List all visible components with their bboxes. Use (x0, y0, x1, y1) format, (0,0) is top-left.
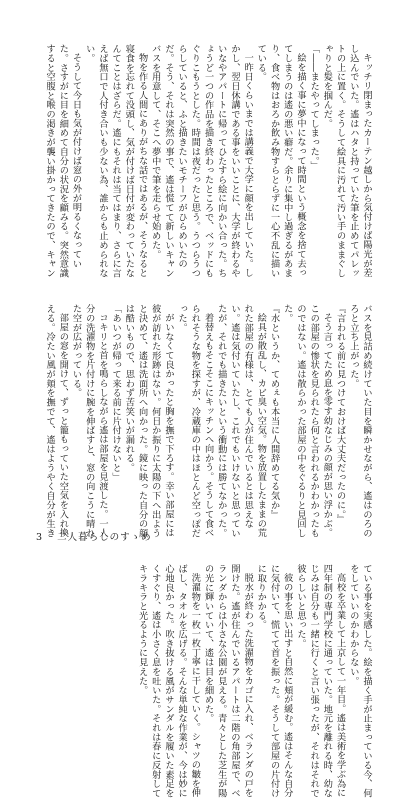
dialog-line: 『言われる前に見つけておけば大丈夫だったのに。』 (334, 304, 346, 524)
page-number: 3 (36, 532, 44, 543)
book-title: 二人暮らしのすゝめ (57, 532, 152, 543)
dialog-line: 「あいつが帰って来る前に片付けないと」 (110, 304, 122, 482)
paragraph: 彼の事を思い出すと自然に頬が緩む。遙はそんな自分に気付いて、慌てて首を振った。そうして部屋の片付けに取りかかる。 (255, 564, 293, 798)
dialog-line: 「――またやってしまった。」 (308, 44, 320, 171)
dialog-line: 『水というか、てめぇも本当に人間辞めてる気か』 (268, 304, 280, 520)
paragraph: 部屋の窓を開けて、ずっと籠もっていた空気を入れ換える。冷たい風が頬を撫でて、遙はようやく自分が生きている事を実感した。絵を描く手が止まっている今、何をしていいのかわからない。 (44, 304, 372, 798)
paragraph: 洗濯物を一枚一枚丁寧に干していく。シャツの皺を伸ばし、タオルを広げる。そんな単純な作業が、今は妙に心地良かった。吹き抜ける風がサンダルを履いた素足をくすぐり、遙は小さく息を吐いた。それは春に反射してキラキラと光るように見えた。 (136, 564, 201, 798)
paragraph: 一昨日くらいまでは講義で大学に顔を出していた。しかし、翌日休講である事をいいことに、大学が終わるやいなやアパートに帰ってひたすら絵に向かい合った。ちょうど一つの作品を描き終わったところで、ベッドにもぐりこもうとした。時間は夜だったと思う。うつらうつらしていると、ふと描きたいモチーフがひらめいたのだ。そう、それは突然の事で、遙は慌てて新しいキャンバスを用意して、そこへ夢中で筆を走らせ始めた。 (149, 44, 254, 278)
paragraph: キッチリ閉まったカーテン越しから気付けば陽光が差し込んでいた。遙はハタと持っていた筆を止めてパレットの上に置く。そうして絵具に汚れて汚い手のままぐしゃりと髪を掴んだ。 (321, 44, 372, 278)
paragraph: そうして今日も気が付けば窓の外が明るくなっていた。さすがに目を細めて自分の状況を顧みる。突然意識すると空腹と喉の渇きが襲い掛かってきたので、キャンバスを見詰め続けていた目を瞬かせながら、遙はのろのろと立ち上がった。 (44, 44, 372, 538)
paragraph: そう言ってため息を零す幼なじみの顔が思い浮かぶ。この部屋の惨状を見られたら何と言われるかわかったものではない。遙は散らかった部屋の中をぐるりと見回した。 (281, 304, 333, 538)
paragraph: がいなくて良かったと胸を撫で下ろす。幸い部屋には彼が訪れた形跡はない。何日か振りに太陽の下へ出ようと決めて、遙は洗面所へ向かった。鏡に映った自分の顔は酷いもので、思わず苦笑いが漏れる。 (123, 304, 174, 538)
paragraph: 着替えもそこそこにキッチンへ向かう。そうして食べられそうな物を探すが、冷蔵庫の中はほとんど空っぽだった。 (176, 304, 214, 538)
paragraph: 絵を描く事に夢中になって時間という概念を捨て去ってしまうのは遙の悪い癖だ。余りに集中し過ぎるがあまり、食べ物はおろか飲み物すらとらずに一心不乱に描いている。 (255, 44, 306, 278)
paragraph: 脱水が終わった洗濯物をカゴに入れ、ベランダの戸を開けた。遙が住んでいるアパートは二階の角部屋で、ベランダからは小さな公園が見える。青々とした芝生が陽の光に輝いていて、遙は目を細めた。 (202, 564, 254, 798)
paragraph: コキリと首を鳴らしながら遙は部屋を見渡した。一人分の洗濯物を片付けに腕を伸ばすと、窓の向こうに晴れた空が広がっている。 (70, 304, 108, 538)
paragraph: 高校を卒業して上京して一年目。遙は美術を学ぶ為に四年制の専門学校に通っていた。地元を離れる時、幼なじみは自分も一緒に行くと言い張ったが、それはそれで彼らしいと思った。 (294, 564, 346, 798)
page-footer (36, 529, 152, 543)
vertical-body-text (36, 44, 373, 798)
paragraph: 物を作る人間にありがちな話ではあるが、そうなると寝食を忘れて没頭し、気が付けば日付が変わっていたなんてことはざらだ。遙にもそれは当てはまり、さらに言えば無口で人付き合いも少ない為、誰からも止められない。 (83, 44, 148, 278)
paragraph: 絵具が散乱し、カビ臭い空気。物を放置したままの荒れた部屋の有様は、とても人が住んでいるとは思えない。遙は気付いていたし、これでもいけないと思っていたが、それでも描きたいという衝動には勝てなかった。 (215, 304, 267, 538)
